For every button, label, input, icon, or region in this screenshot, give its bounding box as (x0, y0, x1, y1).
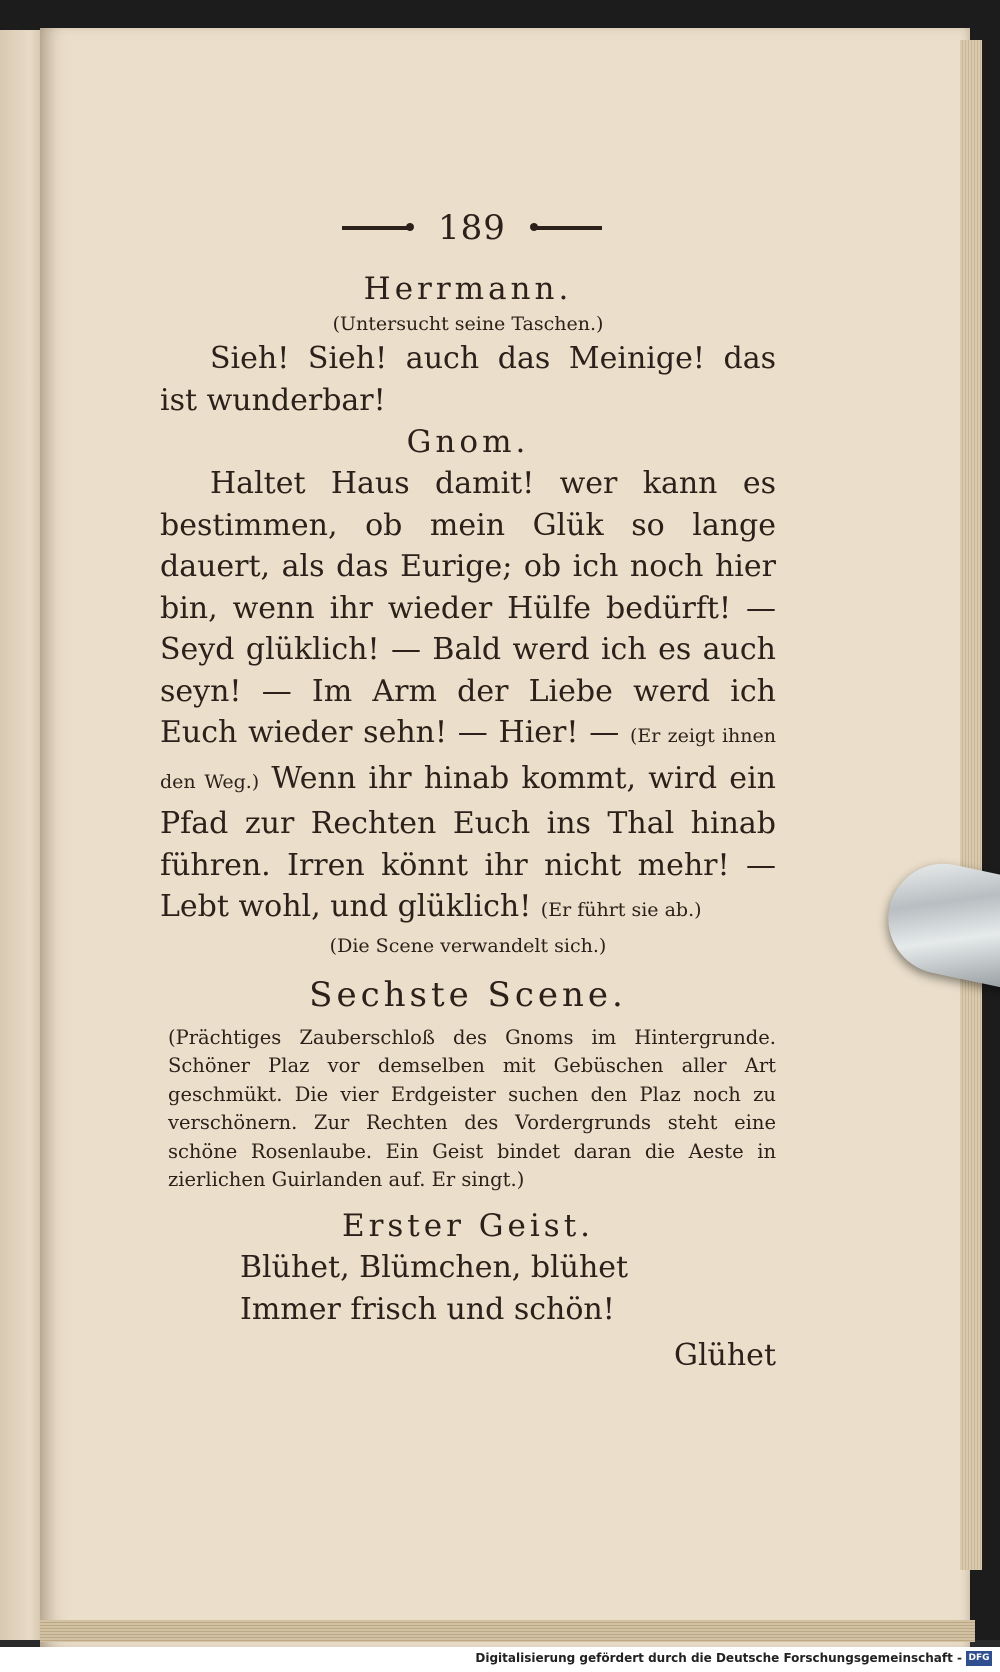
speech-text: Haltet Haus damit! wer kann es bestimmen, ob mein Glük so lange dauert, als das Eurige; ob ich noch hier bin, wenn ihr wieder Hülfe bedürft! — Seyd glüklich! — Bald werd ich es auch seyn! — Im Arm der Liebe werd ich Euch wieder sehn! — Hier! — (160, 466, 776, 750)
speech-text: Wenn ihr hinab kommt, wird ein Pfad zur Rechten Euch ins Thal hinab führen. Irren könnt ihr nicht mehr! — Lebt wohl, und glüklich! (160, 760, 776, 924)
inline-stage-direction: (Er zeigt ihnen den Weg.) (160, 725, 776, 793)
catchword: Glühet (673, 1337, 776, 1373)
scene-title: Sechste Scene. (309, 974, 627, 1015)
inline-stage-direction: (Er führt sie ab.) (540, 899, 702, 921)
scene-change: (Die Scene verwandelt sich.) (329, 934, 607, 957)
speech-herrmann: Sieh! Sieh! auch das Meinige! das ist wunderbar! (160, 341, 776, 418)
dfg-logo: DFG (966, 1651, 992, 1666)
stage-direction: (Untersucht seine Taschen.) (332, 313, 604, 335)
footer-credit: Digitalisierung gefördert durch die Deutsche Forschungsgemeinschaft - (475, 1651, 962, 1665)
scene-direction: (Prächtiges Zauberschloß des Gnoms im Hintergrunde. Schöner Plaz vor demselben mit Gebüschen aller Art geschmükt. Die vier Erdgeister suchen den Plaz noch zu verschönern. Zur Rechten des Vordergrunds steht eine schöne Rosenlaube. Ein Geist bindet daran die Aeste in zierlichen Guirlanden auf. Er singt.) (168, 1025, 776, 1191)
speech-gnom (160, 463, 776, 932)
page-number: 189 (438, 208, 506, 248)
page-text (160, 200, 776, 1377)
speaker-herrmann: Herrmann. (363, 271, 573, 307)
speaker-erster-geist: Erster Geist. (341, 1207, 595, 1244)
page-fore-edge (960, 40, 982, 1570)
page-header (168, 200, 776, 256)
ornament-right (532, 226, 602, 230)
speaker-gnom: Gnom. (406, 424, 530, 460)
ornament-left (342, 226, 412, 230)
footer-bar (0, 1647, 1000, 1672)
verse-line: Immer frisch und schön! (240, 1291, 615, 1327)
page-bottom-edge (40, 1620, 975, 1642)
verse-line: Blühet, Blümchen, blühet (240, 1249, 629, 1285)
